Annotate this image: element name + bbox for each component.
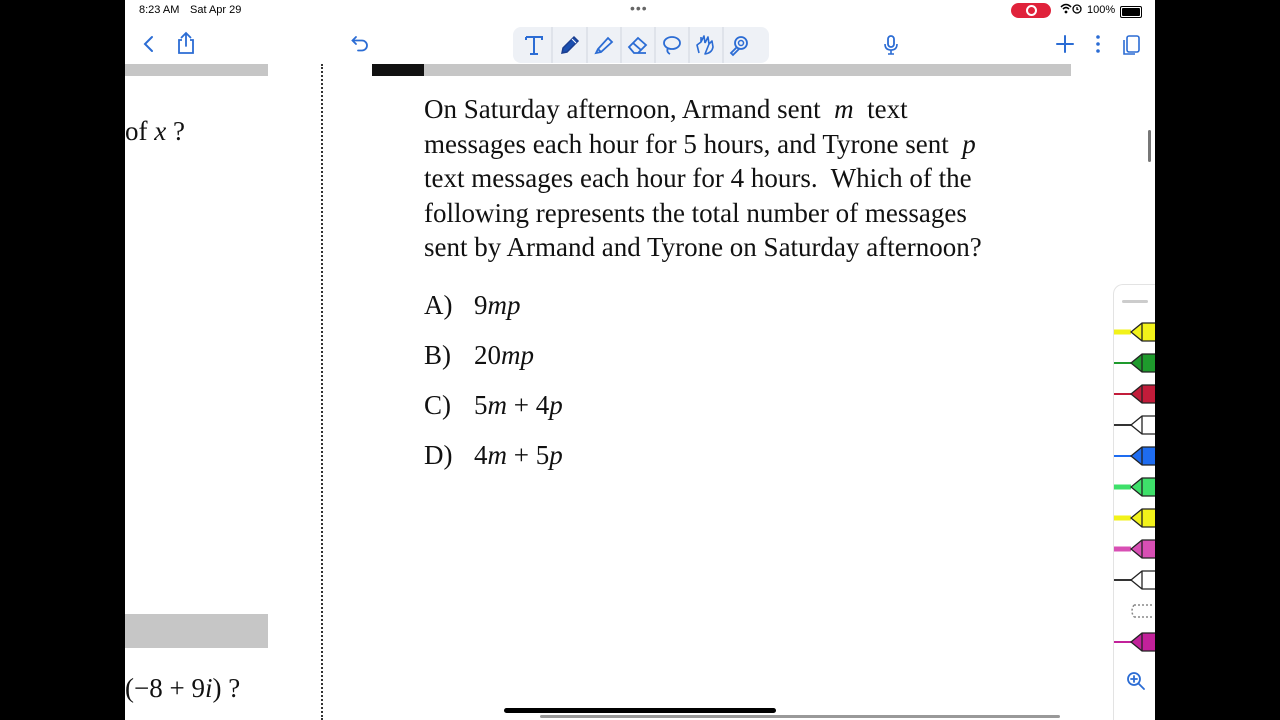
answer-choice: A) 9mp bbox=[424, 290, 521, 320]
choice-label: D) bbox=[424, 440, 453, 470]
home-indicator[interactable] bbox=[504, 708, 776, 713]
back-icon[interactable] bbox=[137, 32, 159, 56]
pen-swatch[interactable] bbox=[1114, 414, 1155, 436]
highlighter-swatch[interactable] bbox=[1114, 507, 1155, 529]
shapes-tool-icon[interactable] bbox=[691, 31, 719, 59]
palette-handle[interactable] bbox=[1122, 300, 1148, 303]
left-question-fragment: of x ? bbox=[125, 116, 185, 146]
lasso-tool-icon[interactable] bbox=[658, 31, 686, 59]
status-time: 8:23 AM bbox=[139, 4, 180, 16]
header-bar bbox=[424, 64, 1071, 76]
undo-icon[interactable] bbox=[349, 33, 371, 55]
tool-group bbox=[513, 27, 769, 63]
pages-icon[interactable] bbox=[1120, 33, 1142, 57]
question-line: following represents the total number of messages bbox=[424, 197, 967, 228]
highlighter-swatch[interactable] bbox=[1114, 476, 1155, 498]
pen-swatch[interactable] bbox=[1114, 631, 1155, 653]
lasso-swatch[interactable] bbox=[1114, 600, 1155, 622]
highlighter-tool-icon[interactable] bbox=[590, 31, 618, 59]
multitask-dots[interactable]: ••• bbox=[630, 0, 648, 16]
wifi-icon bbox=[1060, 3, 1082, 18]
vertical-scroll-indicator[interactable] bbox=[1148, 130, 1151, 162]
highlighter-swatch[interactable] bbox=[1114, 321, 1155, 343]
add-icon[interactable] bbox=[1054, 33, 1076, 55]
ipad-screen bbox=[125, 0, 1155, 720]
question-line: messages each hour for 5 hours, and Tyrone sent p bbox=[424, 128, 983, 159]
eraser-tool-icon[interactable] bbox=[624, 31, 652, 59]
pen-swatch[interactable] bbox=[1114, 352, 1155, 374]
choice-label: A) bbox=[424, 290, 453, 320]
toolbar bbox=[125, 24, 1155, 64]
header-bar bbox=[125, 64, 268, 76]
page-border bbox=[321, 64, 323, 720]
status-date: Sat Apr 29 bbox=[190, 4, 242, 16]
text-tool-icon[interactable] bbox=[520, 31, 548, 59]
screen-recording-indicator[interactable] bbox=[1011, 3, 1051, 18]
pen-swatch[interactable] bbox=[1114, 569, 1155, 591]
pen-tool-icon[interactable] bbox=[556, 31, 584, 59]
pen-palette bbox=[1113, 284, 1155, 720]
left-question-fragment: (−8 + 9i) ? bbox=[125, 673, 241, 703]
laser-tool-icon[interactable] bbox=[726, 31, 754, 59]
more-icon[interactable] bbox=[1090, 33, 1106, 55]
battery-percent: 100% bbox=[1087, 4, 1116, 16]
choice-label: B) bbox=[424, 340, 451, 370]
header-bar bbox=[125, 614, 268, 648]
question-line: sent by Armand and Tyrone on Saturday afternoon? bbox=[424, 232, 982, 262]
question-number-tab bbox=[372, 64, 424, 76]
question-line: On Saturday afternoon, Armand sent m text bbox=[424, 94, 908, 124]
choice-label: C) bbox=[424, 390, 451, 420]
battery-icon bbox=[1120, 6, 1142, 18]
previous-page bbox=[125, 64, 321, 720]
answer-choice: C) 5m + 4p bbox=[424, 390, 563, 420]
question-line: text messages each hour for 4 hours. Which of the bbox=[424, 163, 972, 193]
zoom-icon[interactable] bbox=[1124, 669, 1148, 693]
answer-choice: B) 20mp bbox=[424, 340, 534, 370]
horizontal-scroll-indicator[interactable] bbox=[540, 715, 1060, 718]
share-icon[interactable] bbox=[175, 30, 197, 56]
highlighter-swatch[interactable] bbox=[1114, 538, 1155, 560]
pen-swatch[interactable] bbox=[1114, 383, 1155, 405]
status-bar bbox=[125, 0, 1155, 22]
microphone-icon[interactable] bbox=[881, 33, 901, 57]
pen-swatch[interactable] bbox=[1114, 445, 1155, 467]
question-text bbox=[424, 92, 1074, 265]
answer-choice: D) 4m + 5p bbox=[424, 440, 563, 470]
